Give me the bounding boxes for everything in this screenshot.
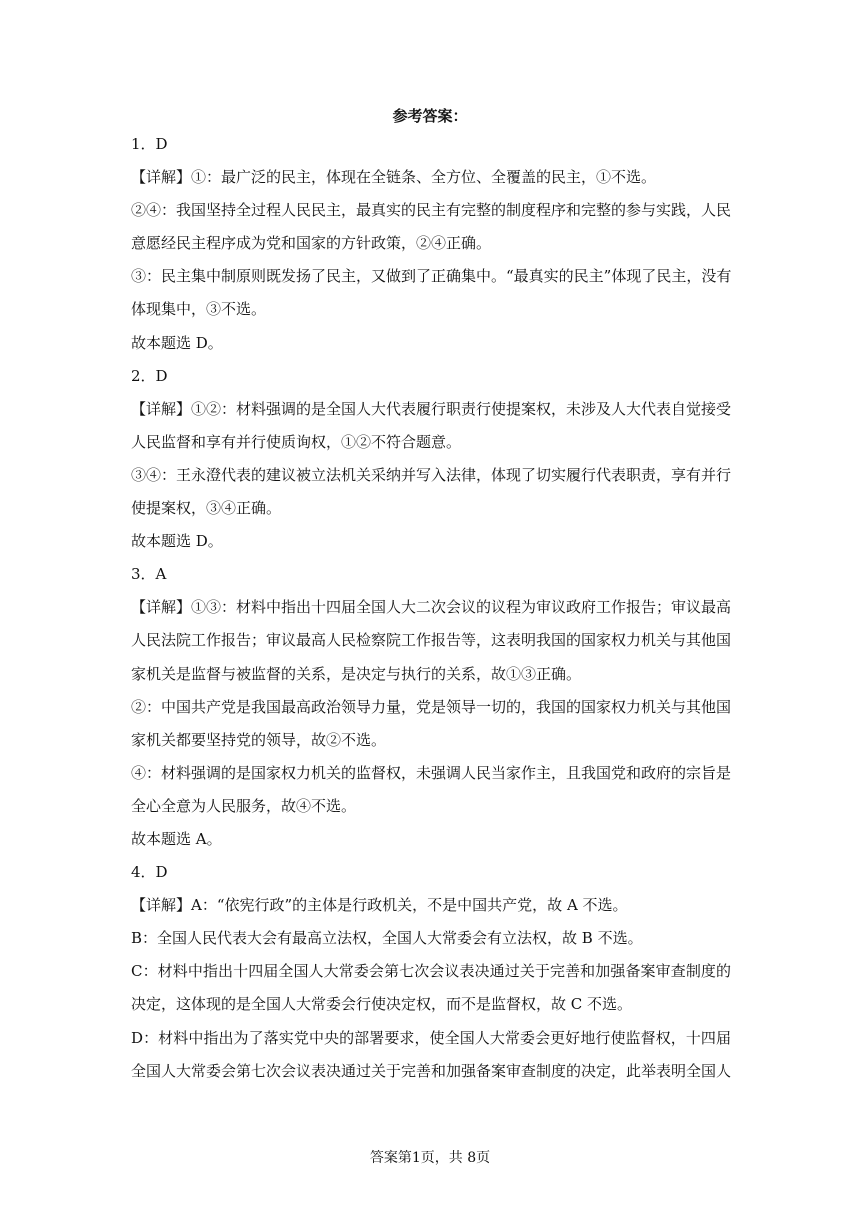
explanation-line: 【详解】①③：材料中指出十四届全国人大二次会议的议程为审议政府工作报告；审议最高 (131, 598, 731, 617)
answer-number-2: 2．D (131, 366, 168, 385)
page-title: 参考答案： (392, 107, 468, 125)
explanation-line: 决定，这体现的是全国人大常委会行使决定权，而不是监督权，故 C 不选。 (131, 995, 633, 1014)
explanation-line: 【详解】A：“依宪行政”的主体是行政机关，不是中国共产党，故 A 不选。 (131, 896, 628, 915)
answer-number-3: 3．A (131, 565, 167, 584)
conclusion-line: 故本题选 D。 (131, 532, 223, 551)
conclusion-line: 故本题选 A。 (131, 829, 222, 848)
explanation-line: D：材料中指出为了落实党中央的部署要求，使全国人大常委会更好地行使监督权，十四届 (131, 1028, 731, 1047)
explanation-line: B：全国人民代表大会有最高立法权，全国人大常委会有立法权，故 B 不选。 (131, 929, 643, 948)
explanation-line: 全心全意为人民服务，故④不选。 (131, 796, 357, 815)
explanation-line: 人民监督和享有并行使质询权，①②不符合题意。 (131, 432, 462, 451)
explanation-line: 家机关都要坚持党的领导，故②不选。 (131, 730, 387, 749)
explanation-line: 全国人大常委会第七次会议表决通过关于完善和加强备案审查制度的决定，此举表明全国人 (131, 1061, 731, 1080)
explanation-line: 【详解】①②：材料强调的是全国人大代表履行职责行使提案权，未涉及人大代表自觉接受 (131, 399, 731, 418)
explanation-line: ③：民主集中制原则既发扬了民主，又做到了正确集中。“最真实的民主”体现了民主，没有 (131, 267, 731, 286)
conclusion-line: 故本题选 D。 (131, 333, 223, 352)
answer-number-4: 4．D (131, 863, 168, 882)
explanation-line: ③④：王永澄代表的建议被立法机关采纳并写入法律，体现了切实履行代表职责，享有并行 (131, 465, 731, 484)
explanation-line: 家机关是监督与被监督的关系，是决定与执行的关系，故①③正确。 (131, 664, 582, 683)
explanation-line: ②④：我国坚持全过程人民民主，最真实的民主有完整的制度程序和完整的参与实践，人民 (131, 201, 731, 220)
explanation-line: 使提案权，③④正确。 (131, 499, 282, 518)
explanation-line: C：材料中指出十四届全国人大常委会第七次会议表决通过关于完善和加强备案审查制度的 (131, 962, 731, 981)
explanation-line: ④：材料强调的是国家权力机关的监督权，未强调人民当家作主，且我国党和政府的宗旨是 (131, 763, 731, 782)
explanation-line: 体现集中，③不选。 (131, 300, 267, 319)
explanation-line: ②：中国共产党是我国最高政治领导力量，党是领导一切的，我国的国家权力机关与其他国 (131, 697, 731, 716)
explanation-line: 意愿经民主程序成为党和国家的方针政策，②④正确。 (131, 234, 492, 253)
answer-body (131, 134, 731, 1094)
page-footer: 答案第1页，共 8页 (369, 1150, 491, 1166)
explanation-line: 人民法院工作报告；审议最高人民检察院工作报告等，这表明我国的国家权力机关与其他国 (131, 631, 731, 650)
explanation-line: 【详解】①：最广泛的民主，体现在全链条、全方位、全覆盖的民主，①不选。 (131, 168, 657, 187)
answer-number-1: 1．D (131, 135, 168, 153)
